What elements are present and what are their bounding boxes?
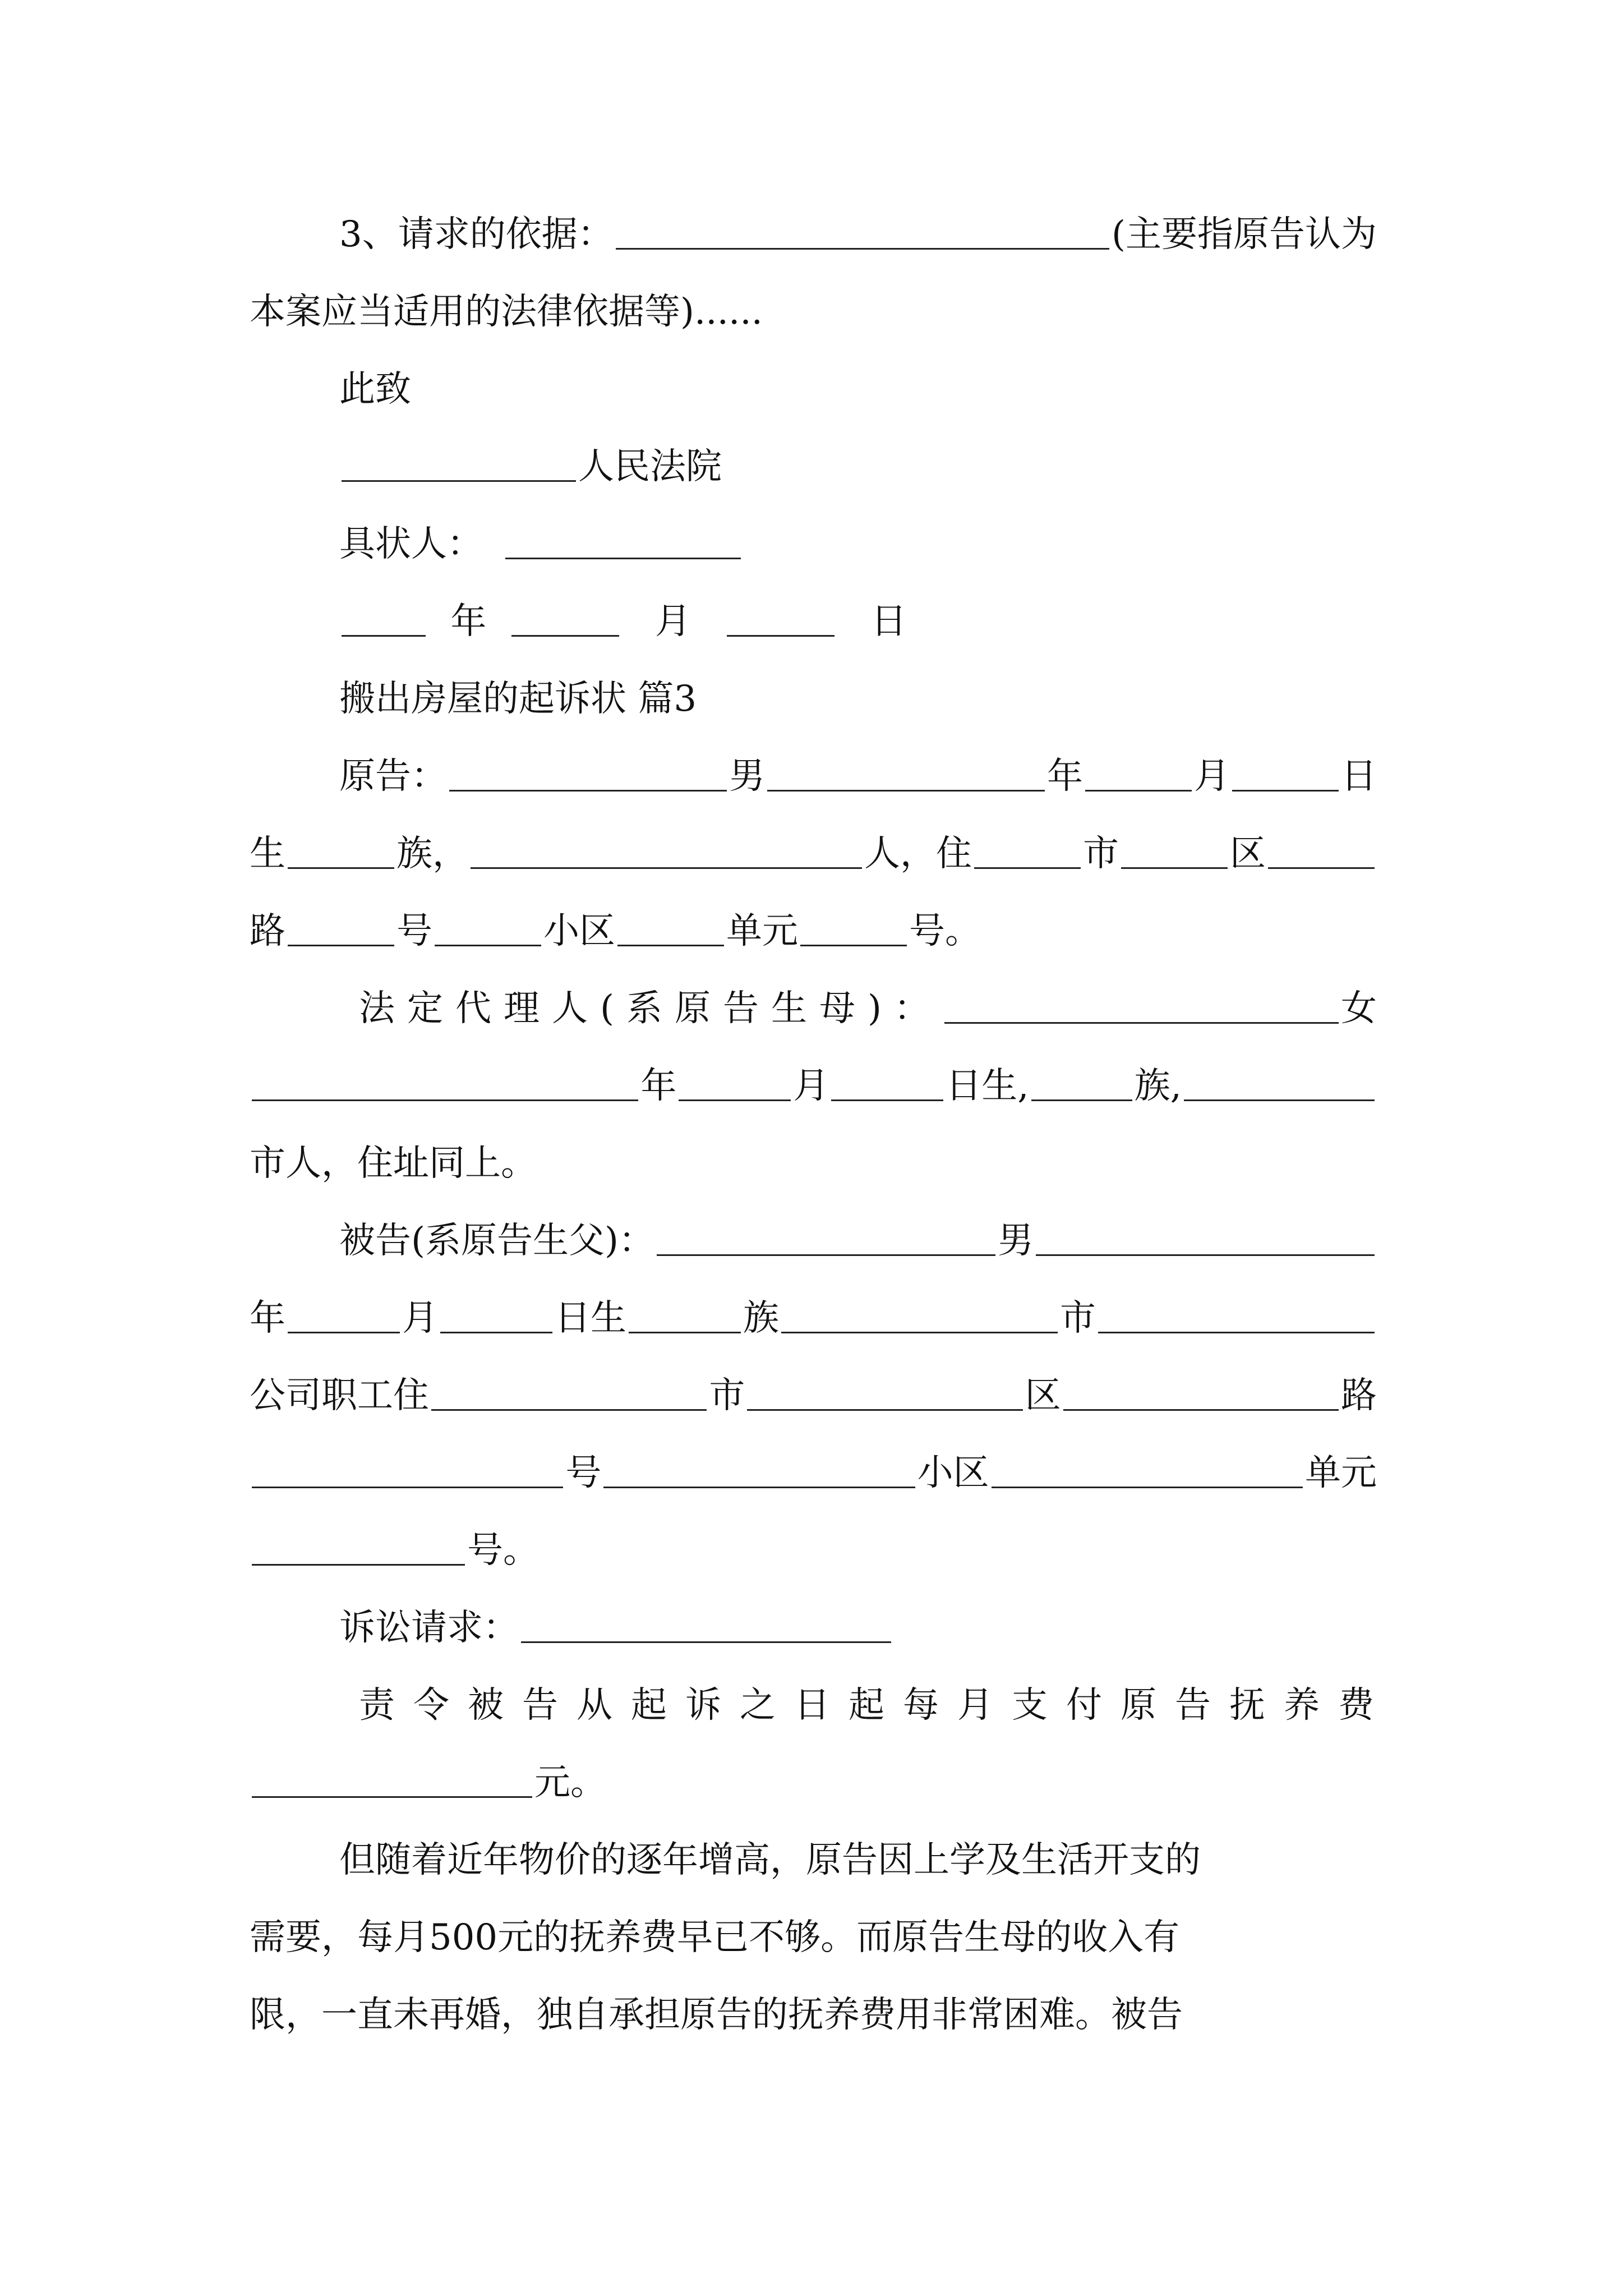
blank (1268, 836, 1375, 869)
blank (781, 1300, 1058, 1333)
basis-blank (616, 217, 1109, 250)
blank (288, 1300, 400, 1333)
blank (1085, 758, 1192, 792)
blank (1031, 1068, 1132, 1101)
blank (1063, 1378, 1339, 1411)
blank (252, 1455, 563, 1488)
para-line-2: 需要，每月500元的抚养费早已不够。而原告生母的收入有 (250, 1917, 1180, 1958)
defendant-line-5: 号。 (250, 1528, 1377, 1573)
blank (629, 1300, 741, 1333)
blank (944, 991, 1339, 1024)
blank (974, 836, 1081, 869)
defendant-line-2: 年 月 日生 族 市 (250, 1296, 1377, 1341)
blank (800, 913, 907, 946)
blank (1121, 836, 1228, 869)
blank (288, 913, 394, 946)
blank (471, 836, 862, 869)
court-line (339, 444, 1377, 489)
court-label: 人民法院 (578, 446, 722, 487)
plaintiff-line-2: 生 族， 人，住 市 区 (250, 831, 1377, 876)
claim-1: 责令被告从起诉之日起每月支付原告抚养费 (359, 1685, 1393, 1726)
blank (1098, 1300, 1375, 1333)
blank (431, 1378, 707, 1411)
day-blank (727, 604, 834, 637)
blank (767, 758, 1045, 792)
basis-label: 3、请求的依据： (339, 214, 614, 255)
blank (252, 1533, 465, 1566)
blank (992, 1455, 1303, 1488)
blank (679, 1068, 791, 1101)
salutation: 此致 (339, 369, 411, 410)
blank (252, 1068, 638, 1101)
blank (435, 913, 541, 946)
filer-blank (505, 526, 741, 559)
blank (449, 758, 727, 792)
court-blank (342, 449, 576, 482)
guardian-line-1: 法定代理人(系原告生母)： 女 (359, 988, 1377, 1029)
section-title: 搬出房屋的起诉状 篇3 (339, 678, 697, 720)
blank (288, 836, 394, 869)
guardian-line-3: 市人，住址同上。 (250, 1143, 537, 1184)
defendant-line-3: 公司职工住 市 区 路 (250, 1375, 1377, 1416)
basis-note-cont: 本案应当适用的法律依据等)...... (250, 291, 763, 333)
para-line-3: 限，一直未再婚，独自承担原告的抚养费用非常困难。被告 (250, 1994, 1183, 2036)
filer-label: 具状人： (339, 523, 483, 565)
defendant-line-1: 被告(系原告生父)： 男 (339, 1218, 1377, 1263)
date-line (339, 599, 1377, 644)
plaintiff-line-1: 原告： 男 年 月 日 (339, 756, 1377, 797)
blank (1036, 1223, 1375, 1256)
day-label: 日 (870, 601, 907, 642)
blank (1232, 758, 1339, 792)
blank (657, 1223, 995, 1256)
para-line-1: 但随着近年物价的逐年增高，原告因上学及生活开支的 (339, 1839, 1201, 1881)
blank (1184, 1068, 1375, 1101)
blank (617, 913, 724, 946)
blank (831, 1068, 943, 1101)
guardian-line-2: 年 月 日生, 族, (250, 1064, 1377, 1108)
claim-1-cont: 元。 (250, 1760, 1377, 1805)
month-blank (511, 604, 619, 637)
blank (252, 1765, 532, 1798)
claims-line: 诉讼请求： (339, 1605, 1377, 1650)
defendant-line-4: 号 小区 单元 (250, 1451, 1377, 1496)
year-blank (342, 604, 426, 637)
blank (521, 1610, 891, 1643)
filer-line (339, 522, 1377, 567)
year-label: 年 (450, 601, 487, 642)
plaintiff-line-3: 路 号 小区 单元 号。 (250, 910, 981, 952)
blank (603, 1455, 915, 1488)
blank (440, 1300, 552, 1333)
basis-line (339, 212, 1377, 257)
month-label: 月 (655, 601, 691, 642)
blank (747, 1378, 1022, 1411)
basis-note: (主要指原告认为 (1112, 214, 1377, 255)
